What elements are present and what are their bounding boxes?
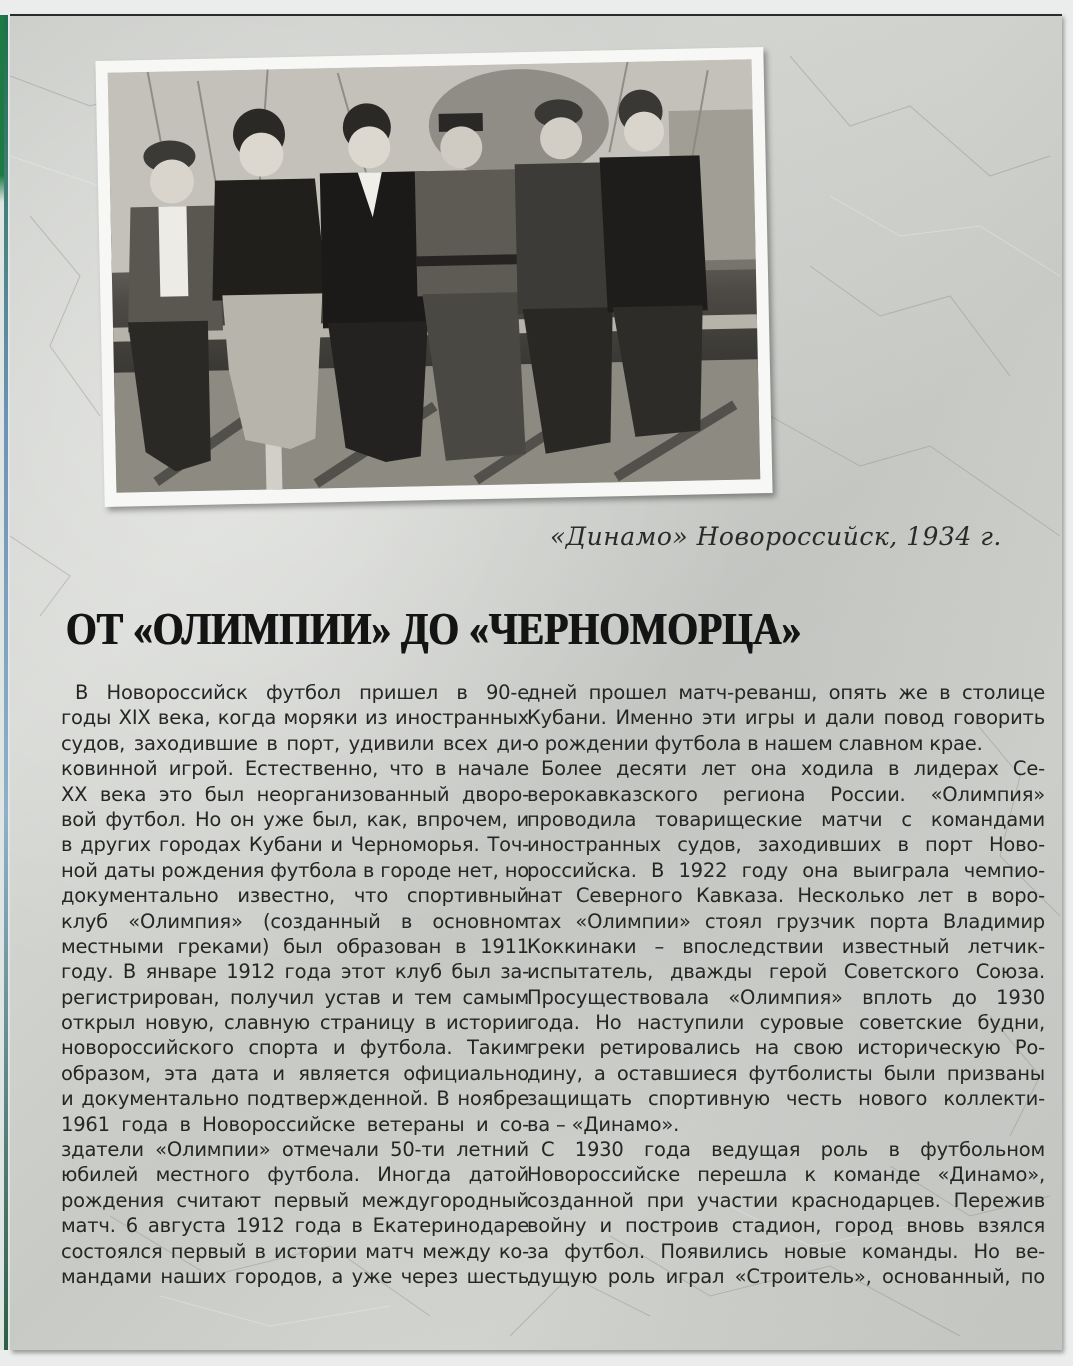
text-line: войну и построив стадион, город вновь взялся <box>527 1214 1045 1238</box>
text-line: Более десяти лет она ходила в лидерах Се- <box>541 757 1045 781</box>
text-line: ковинной игрой. Естественно, что в начале <box>61 757 529 781</box>
text-line: дущую роль играл «Строитель», основанный, по <box>527 1264 1045 1288</box>
text-line: о рождении футбола в нашем славном крае. <box>527 731 983 755</box>
text-line: ва – «Динамо». <box>527 1112 680 1136</box>
team-photo-illustration <box>108 59 761 492</box>
text-line: нат Северного Кавказа. Несколько лет в воро- <box>527 884 1045 908</box>
text-line: в других городах Кубани и Черноморья. Точ- <box>61 833 529 857</box>
photo-caption: «Динамо» Новороссийск, 1934 г. <box>550 522 1002 551</box>
text-line: С 1930 года ведущая роль в футбольном <box>541 1138 1045 1162</box>
text-line: проводила товарищеские матчи с командами <box>527 807 1045 831</box>
cover-spine-edge-inner <box>4 15 8 1350</box>
text-line: XX века это был неорганизованный дворо- <box>61 782 529 806</box>
text-column-left <box>61 680 529 1289</box>
text-line: открыл новую, славную страницу в истории <box>61 1011 529 1035</box>
text-line: новороссийского спорта и футбола. Таким <box>61 1036 529 1060</box>
text-line: документально известно, что спортивный <box>61 884 529 908</box>
text-line: верокавказского региона России. «Олимпия» <box>527 782 1045 806</box>
text-line: рождения считают первый междугородный <box>61 1188 529 1212</box>
text-line: за футбол. Появились новые команды. Но ве- <box>527 1239 1045 1263</box>
text-line: дней прошел матч-реванш, опять же в столице <box>527 681 1045 704</box>
text-line: юбилей местного футбола. Иногда датой <box>61 1163 529 1187</box>
text-line: В Новороссийск футбол пришел в 90-е <box>75 681 529 704</box>
text-line: клуб «Олимпия» (созданный в основном <box>61 909 529 933</box>
team-photo-1934 <box>108 59 761 492</box>
text-line: Новороссийске перешла к команде «Динамо», <box>527 1163 1045 1187</box>
text-line: 1961 года в Новороссийске ветераны и со- <box>61 1112 529 1136</box>
text-line: мандами наших городов, а уже через шесть <box>61 1264 529 1288</box>
text-line: российска. В 1922 году она выиграла чемпио- <box>527 858 1045 882</box>
text-line: Просуществовала «Олимпия» вплоть до 1930 <box>527 985 1045 1009</box>
text-line: греки ретировались на свою историческую Ро- <box>527 1036 1045 1060</box>
text-column-right <box>527 680 1045 1289</box>
text-line: Кубани. Именно эти игры и дали повод говорить <box>527 706 1045 730</box>
text-line: матч. 6 августа 1912 года в Екатеринодаре <box>61 1214 529 1238</box>
magazine-page <box>10 14 1062 1350</box>
text-line: Коккинаки – впоследствии известный летчик- <box>527 934 1045 958</box>
text-line: года. Но наступили суровые советские будни, <box>527 1011 1045 1035</box>
text-line: местными греками) был образован в 1911 <box>61 934 529 958</box>
text-line: ной даты рождения футбола в городе нет, но <box>61 858 529 882</box>
text-line: годы XIX века, когда моряки из иностранных <box>61 706 529 730</box>
text-line: регистрирован, получил устав и тем самым <box>61 985 529 1009</box>
text-line: испытатель, дважды герой Советского Союза. <box>527 960 1045 984</box>
text-line: тах «Олимпии» стоял грузчик порта Владимир <box>527 909 1045 933</box>
text-line: иностранных судов, заходивших в порт Ново- <box>527 833 1045 857</box>
text-line: состоялся первый в истории матч между ко- <box>61 1239 529 1263</box>
text-line: созданной при участии краснодарцев. Пережив <box>527 1188 1045 1212</box>
text-line: вой футбол. Но он уже был, как, впрочем, и <box>61 807 529 831</box>
text-line: дину, а оставшиеся футболисты были призваны <box>527 1061 1045 1085</box>
article-title: ОТ «ОЛИМПИИ» ДО «ЧЕРНОМОРЦА» <box>66 603 802 654</box>
text-line: образом, эта дата и является официально <box>61 1061 529 1085</box>
text-line: и документально подтвержденной. В ноябре <box>61 1087 529 1111</box>
photo-frame <box>95 47 772 507</box>
text-line: судов, заходившие в порт, удивили всех ди- <box>61 731 529 755</box>
text-line: защищать спортивную честь нового коллекти- <box>527 1087 1045 1111</box>
text-line: здатели «Олимпии» отмечали 50-ти летний <box>61 1138 529 1162</box>
text-line: году. В январе 1912 года этот клуб был за- <box>61 960 529 984</box>
